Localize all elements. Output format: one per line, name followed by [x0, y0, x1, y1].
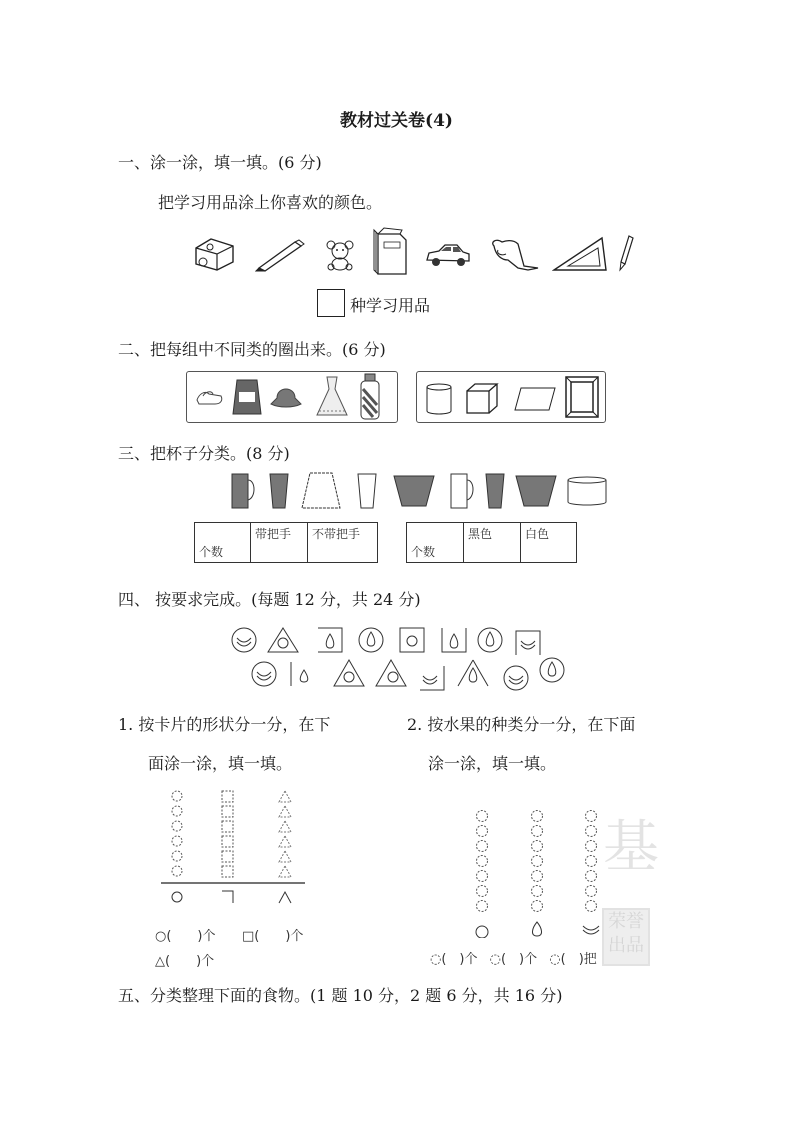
section5-heading: 五、分类整理下面的食物。(1 题 10 分，2 题 6 分，共 16 分)	[118, 986, 563, 1005]
apple-icon	[476, 926, 488, 938]
fruit-cards	[0, 624, 793, 694]
cylinder-icon	[425, 382, 453, 416]
watermark-glyph: 基	[603, 815, 659, 880]
col-white[interactable]: 白色	[521, 523, 577, 563]
book-icon	[372, 226, 408, 276]
fruit-fill-row	[430, 948, 597, 967]
dress-icon	[315, 375, 349, 419]
section1-heading: 一、涂一涂，填一填。(6 分)	[118, 153, 322, 172]
fruit-tally-graph[interactable]	[470, 808, 610, 938]
white-mug-icon	[449, 472, 475, 510]
circle-pear-card	[476, 626, 504, 654]
triangle-column	[279, 791, 291, 877]
pencil-icon	[255, 238, 307, 272]
banana-column	[586, 811, 597, 912]
thermos-icon	[357, 373, 383, 421]
white-pot-icon	[566, 476, 608, 508]
triangle-apple-card	[266, 626, 300, 654]
section2-heading: 二、把每组中不同类的圈出来。(6 分)	[118, 340, 386, 359]
triangle-pear-card	[456, 658, 490, 688]
group2-box	[416, 371, 606, 423]
watermark-text1: 荣誉	[608, 911, 644, 932]
hat-icon	[269, 384, 303, 410]
black-bowl-icon	[392, 474, 436, 508]
circle-banana-card	[502, 664, 530, 692]
col-black[interactable]: 黑色	[464, 523, 521, 563]
handle-count-table	[194, 522, 378, 563]
q2-line2: 涂一涂，填一填。	[428, 754, 557, 773]
shoes-icon	[195, 386, 225, 408]
col-without-handle[interactable]: 不带把手	[308, 523, 378, 563]
answer-box-count[interactable]	[317, 289, 345, 317]
shape-tally-graph[interactable]	[155, 790, 325, 920]
square-apple-card	[398, 626, 426, 654]
circle-column	[172, 791, 182, 876]
pear-icon	[532, 922, 541, 936]
school-items-row	[0, 226, 793, 276]
section4-heading: 四、 按要求完成。(每题 12 分，共 24 分)	[118, 590, 421, 609]
row-label: 个数	[195, 523, 251, 563]
banana-count-fill[interactable]: ( )把	[560, 952, 597, 967]
cube-icon	[465, 382, 499, 416]
circle-pear-card	[538, 656, 566, 684]
black-tumbler-icon	[484, 472, 506, 510]
triangle-apple-card	[332, 658, 366, 688]
triangle-ruler-icon	[552, 236, 608, 272]
apple-count-fill[interactable]: ( )个	[441, 952, 478, 967]
square-banana-card	[418, 664, 446, 692]
square-banana-card	[514, 629, 542, 657]
col-with-handle[interactable]: 带把手	[251, 523, 308, 563]
black-bowl-icon	[514, 474, 558, 508]
apple-column	[477, 811, 488, 912]
square-count-fill[interactable]: □( )个	[242, 929, 304, 944]
group1-box	[186, 371, 398, 423]
color-count-table	[406, 522, 577, 563]
triangle-count-fill[interactable]: △( )个	[155, 954, 215, 969]
banana-icon	[583, 926, 599, 934]
row-label: 个数	[407, 523, 464, 563]
q1-line2: 面涂一涂，填一填。	[148, 754, 293, 773]
pear-icon: ◌	[489, 952, 501, 967]
circle-icon	[172, 892, 182, 902]
square-pear-card	[440, 626, 468, 654]
car-icon	[425, 242, 471, 268]
q1-line1: 1. 按卡片的形状分一分，在下	[118, 715, 331, 734]
sweater-icon	[231, 376, 263, 418]
q2-line1: 2. 按水果的种类分一分，在下面	[407, 715, 636, 734]
square-icon	[222, 891, 233, 903]
section3-heading: 三、把杯子分类。(8 分)	[118, 444, 290, 463]
square-pear-card	[288, 660, 316, 688]
answer-suffix: 种学习用品	[350, 296, 431, 315]
triangle-apple-card	[374, 658, 408, 688]
white-glass-icon	[356, 472, 378, 510]
white-bucket-icon	[300, 470, 342, 512]
parallelogram-icon	[513, 386, 557, 412]
apple-icon: ◌	[430, 952, 442, 967]
eraser-icon	[488, 238, 544, 272]
teddy-bear-icon	[323, 240, 357, 272]
page-title: 教材过关卷(4)	[340, 111, 453, 131]
square-column	[222, 791, 233, 877]
circle-count-fill[interactable]: ○( )个	[155, 929, 216, 944]
circle-pear-card	[357, 626, 385, 654]
cups-row	[0, 472, 793, 514]
black-mug-icon	[230, 472, 256, 510]
pencil-sharpener-icon	[193, 236, 237, 272]
triangle-icon	[279, 892, 291, 903]
pen-icon	[617, 234, 635, 272]
banana-icon: ◌	[549, 952, 561, 967]
watermark-text2: 出品	[608, 935, 644, 956]
black-tumbler-icon	[268, 472, 290, 510]
circle-banana-card	[230, 626, 258, 654]
pear-count-fill[interactable]: ( )个	[500, 952, 538, 967]
square-pear-card	[316, 626, 344, 654]
picture-frame-icon	[565, 376, 599, 418]
circle-banana-card	[250, 660, 278, 688]
section1-instruction: 把学习用品涂上你喜欢的颜色。	[158, 193, 383, 212]
pear-column	[532, 811, 543, 912]
